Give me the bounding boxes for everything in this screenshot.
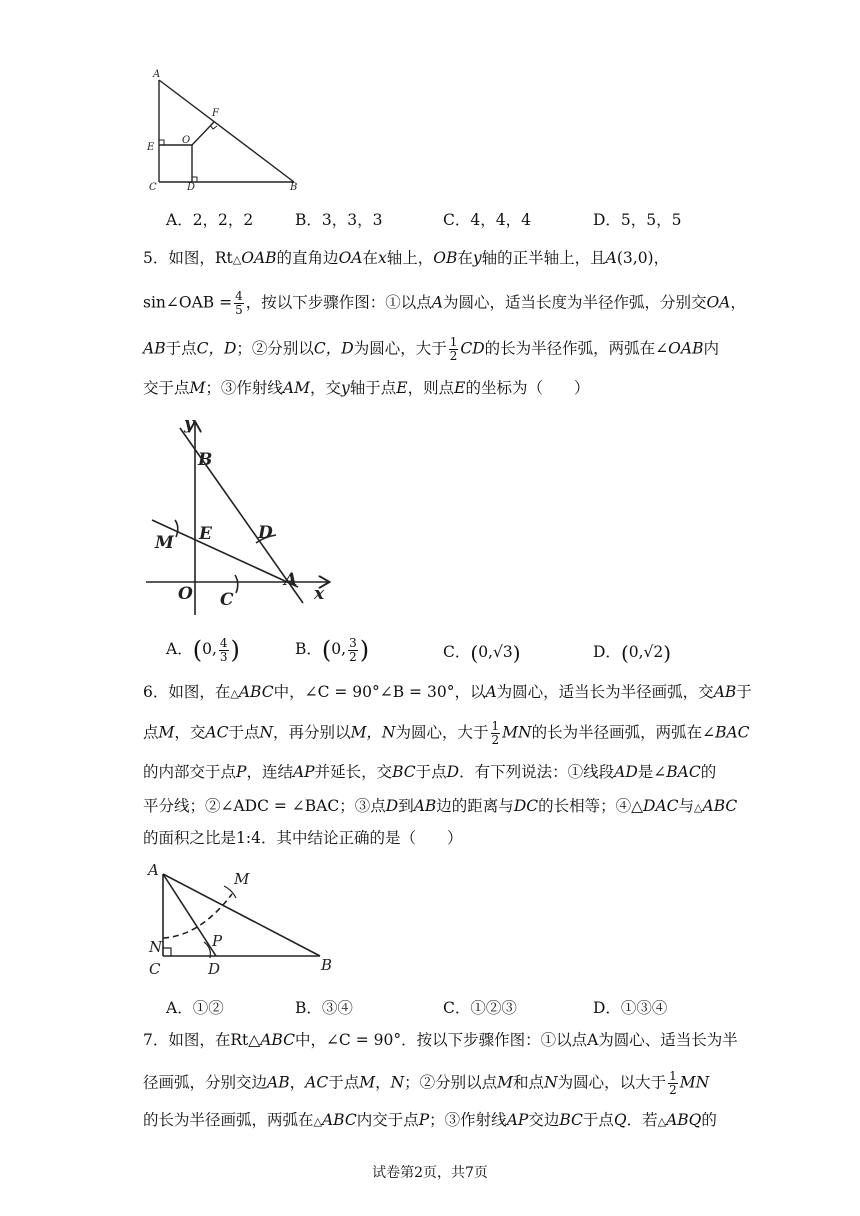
q4-option-c[interactable]: C．4，4，4 <box>443 211 531 229</box>
q7-line-3: 的长为半径画弧，两弧在△ABC内交于点P；③作射线AP交边BC于点Q．若△ABQ的 <box>143 1111 717 1129</box>
q5-label-b: B <box>198 450 213 470</box>
q5-label-c: C <box>220 590 234 610</box>
q4-option-b[interactable]: B．3，3，3 <box>295 211 383 229</box>
q6-line-3: 的内部交于点P，连结AP并延长，交BC于点D．有下列说法：①线段AD是∠BAC的 <box>143 763 717 781</box>
q4-option-d[interactable]: D．5，5，5 <box>593 211 682 229</box>
q4-label-c: C <box>149 182 157 193</box>
q5-option-a[interactable]: A．(0, $\frac{4}{3}$ ) <box>166 635 240 664</box>
q5-line-3: AB于点C，D；②分别以C，D为圆心，大于 $\frac{1}{2}$ CD的长为半径作弧，两弧在∠OAB内 <box>143 335 719 363</box>
q6-label-b: B <box>321 956 333 974</box>
q6-figure <box>140 858 340 976</box>
q4-label-e: E <box>147 142 155 153</box>
q5-label-e: E <box>199 524 212 544</box>
q6-option-d[interactable]: D．①③④ <box>593 999 668 1017</box>
q6-line-2: 点M，交AC于点N，再分别以M，N为圆心，大于 $\frac{1}{2}$ MN的长为半径画弧，两弧在∠BAC <box>143 719 750 747</box>
q6-label-a: A <box>148 861 159 879</box>
q5-label-x: x <box>314 584 325 604</box>
q6-option-b[interactable]: B．③④ <box>295 999 353 1017</box>
q4-label-o: O <box>182 135 191 146</box>
q4-option-a[interactable]: A．2，2，2 <box>166 211 254 229</box>
q6-label-m: M <box>234 870 250 888</box>
q5-option-b[interactable]: B．(0, $\frac{3}{2}$ ) <box>295 635 370 664</box>
q6-label-n: N <box>149 938 163 956</box>
q6-option-c[interactable]: C．①②③ <box>443 999 517 1017</box>
q5-line-4: 交于点M；③作射线AM，交y轴于点E，则点E的坐标为（ ） <box>143 379 590 397</box>
q4-label-f: F <box>212 108 219 119</box>
q4-label-b: B <box>290 182 298 193</box>
q5-label-o: O <box>178 584 193 604</box>
q5-label-y: y <box>184 415 194 434</box>
q5-figure <box>140 415 340 615</box>
q5-option-c[interactable]: C．(0,√3) <box>443 641 521 665</box>
q5-label-d: D <box>258 523 273 543</box>
q6-label-c: C <box>149 960 161 976</box>
q6-line-4: 平分线；②∠ADC = ∠BAC；③点D到AB边的距离与DC的长相等；④△DAC与△ABC <box>143 797 738 815</box>
segment-ad <box>163 874 216 956</box>
ray-am <box>152 520 298 587</box>
q6-option-a[interactable]: A．①② <box>166 999 224 1017</box>
q6-line-5: 的面积之比是1:4．其中结论正确的是（ ） <box>143 829 463 847</box>
q6-label-d: D <box>208 960 221 976</box>
q5-label-m: M <box>155 533 174 553</box>
q7-line-1: 7．如图，在Rt△ABC中，∠C = 90°．按以下步骤作图：①以点A为圆心、适当长为半 <box>143 1031 738 1049</box>
page-footer: 试卷第2页，共7页 <box>372 1165 488 1181</box>
q5-line-2: sin∠OAB = $\frac{4}{5}$ ，按以下步骤作图：①以点A为圆心，适当长度为半径作弧，分别交OA， <box>143 289 746 317</box>
q5-label-a: A <box>284 570 298 590</box>
q6-line-1: 6．如图，在△ABC中，∠C = 90°∠B = 30°，以A为圆心，适当长为半径画弧，交AB于 <box>143 683 752 701</box>
q4-label-d: D <box>187 182 196 193</box>
side-ab <box>159 80 294 182</box>
q5-line-1: 5．如图，Rt△OAB的直角边OA在x轴上，OB在y轴的正半轴上，且A(3,0)， <box>143 249 670 267</box>
q5-option-d[interactable]: D．(0,√2) <box>593 641 672 665</box>
q6-label-p: P <box>212 932 223 950</box>
q4-figure <box>140 66 310 196</box>
q4-label-a: A <box>153 69 161 80</box>
q7-line-2: 径画弧，分别交边AB，AC于点M，N；②分别以点M和点N为圆心，以大于 $\frac{1}{2}$ MN <box>143 1069 710 1097</box>
